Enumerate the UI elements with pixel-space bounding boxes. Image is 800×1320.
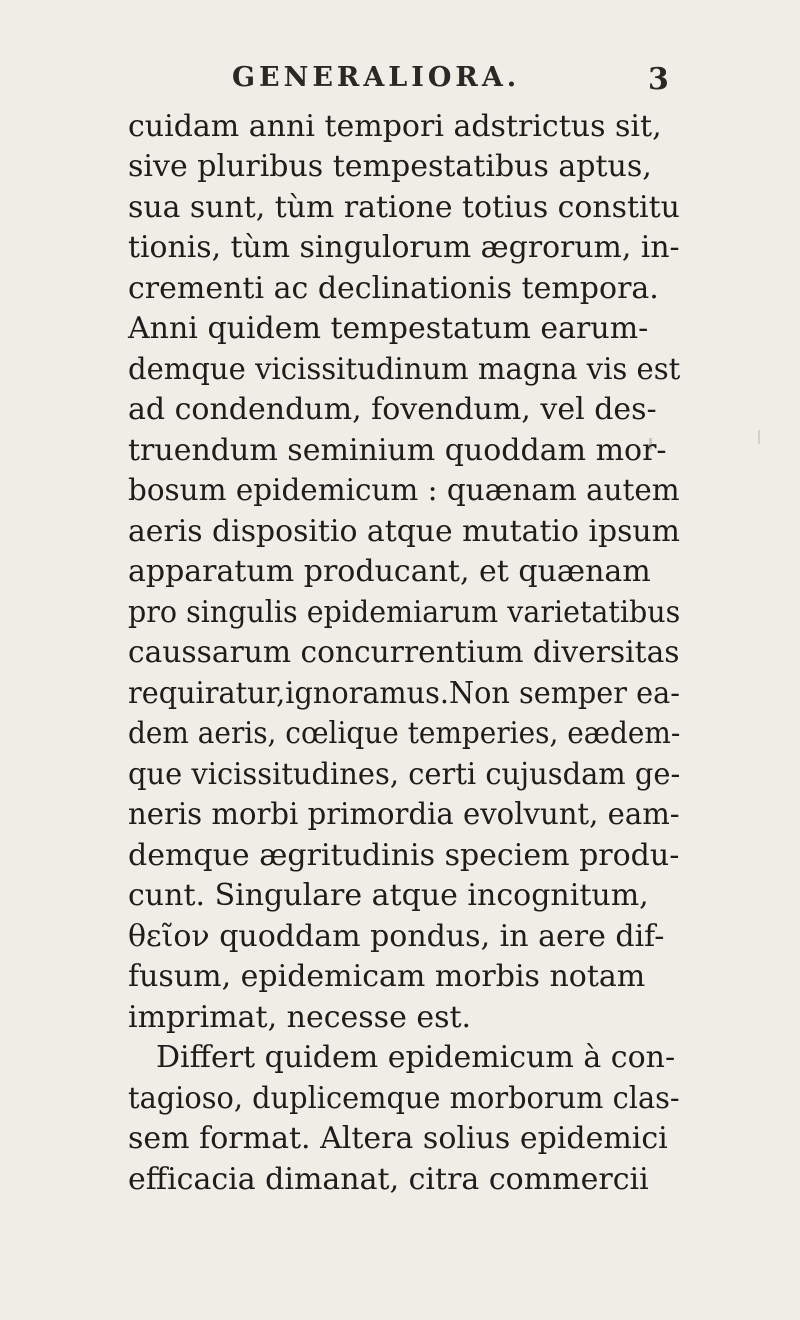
text-line: truendum seminium quoddam mor- [128, 433, 667, 468]
text-line: demque vicissitudinum magna vis est [128, 352, 681, 387]
text-line: sive pluribus tempestatibus aptus, [128, 149, 652, 184]
text-line: tionis, tùm singulorum ægrorum, in- [128, 230, 680, 265]
text-line: Differt quidem epidemicum à con- [156, 1040, 676, 1075]
text-line: caussarum concurrentium diversitas [128, 635, 680, 670]
text-line: tagioso, duplicemque morborum clas- [128, 1081, 680, 1116]
text-line: pro singulis epidemiarum varietatibus [128, 595, 681, 630]
text-line: dem aeris, cœlique temperies, eædem- [128, 716, 681, 751]
text-line: ad condendum, fovendum, vel des- [128, 392, 657, 427]
text-line: sem format. Altera solius epidemici [128, 1121, 668, 1156]
running-title: GENERALIORA. [232, 62, 521, 93]
page-number: 3 [648, 62, 669, 97]
text-line: imprimat, necesse est. [128, 1000, 472, 1035]
text-line: Anni quidem tempestatum earum- [128, 311, 649, 346]
text-line: que vicissitudines, certi cujusdam ge- [128, 757, 681, 792]
text-line: fusum, epidemicam morbis notam [128, 959, 646, 994]
text-line: cunt. Singulare atque incognitum, [128, 878, 649, 913]
text-line: bosum epidemicum : quænam autem [128, 473, 680, 508]
text-line: θεῖον quoddam pondus, in aere dif- [128, 919, 665, 954]
text-line: requiratur,ignoramus.Non semper ea- [128, 676, 680, 711]
text-line: aeris dispositio atque mutatio ipsum [128, 514, 680, 549]
text-line: crementi ac declinationis tempora. [128, 271, 659, 306]
text-line: sua sunt, tùm ratione totius constitu [128, 190, 680, 225]
text-line: neris morbi primordia evolvunt, eam- [128, 797, 680, 832]
text-line: demque ægritudinis speciem produ- [128, 838, 680, 873]
text-line: efficacia dimanat, citra commercii [128, 1162, 649, 1197]
text-line: cuidam anni tempori adstrictus sit, [128, 109, 662, 144]
text-line: apparatum producant, et quænam [128, 554, 651, 589]
